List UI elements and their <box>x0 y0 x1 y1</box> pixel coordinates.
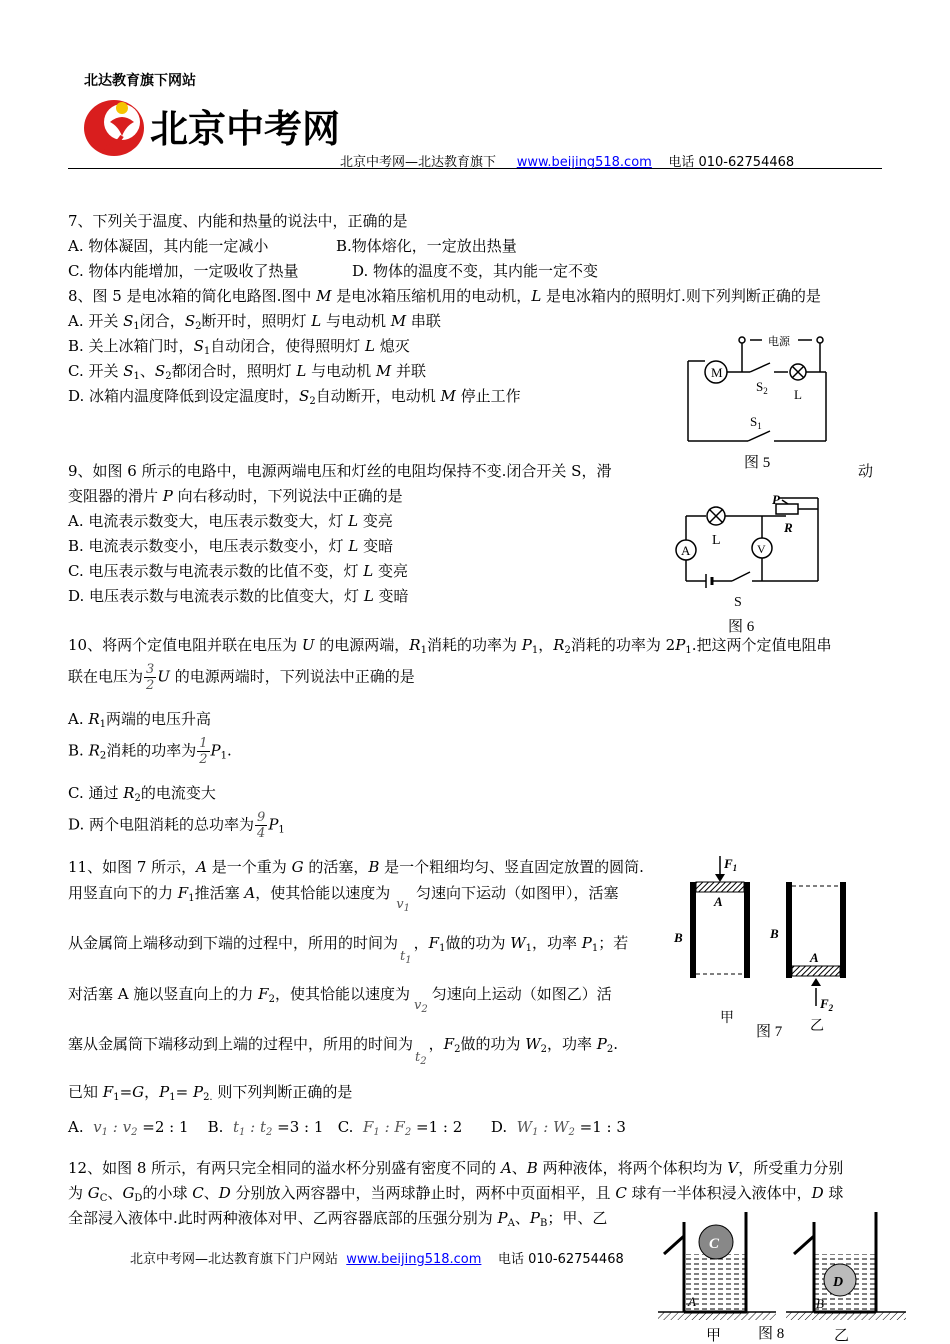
fig7-caption: 图 7 <box>756 1024 783 1040</box>
q9-line2: 变阻器的滑片 P 向右移动时，下列说法中正确的是 <box>68 487 403 505</box>
header-rule <box>68 168 882 169</box>
figure-7-cylinders <box>670 852 860 1040</box>
fig6-slider-label: P <box>772 492 780 507</box>
q12-line3: 全部浸入液体中.此时两种液体对甲、乙两容器底部的压强分别为 $P_A$、$P_B$；甲、乙 <box>68 1209 608 1229</box>
q7-stem: 7、下列关于温度、内能和热量的说法中，正确的是 <box>68 212 408 230</box>
figure-8-overflow-cups <box>654 1202 914 1344</box>
figure-6-circuit <box>672 494 832 636</box>
fig5-lamp-label: L <box>794 387 802 402</box>
q7-option-d: D. 物体的温度不变，其内能一定不变 <box>352 262 599 280</box>
q11-line4: 对活塞 A 施以竖直向上的力 $F_2$，使其恰能以速度为$v_2$匀速向上运动（如图乙）活 <box>68 985 612 1015</box>
footer-phone: 电话 010-62754468 <box>497 1252 624 1267</box>
fig6-rheostat-label: R <box>784 520 793 535</box>
fig7-b-label-right: B <box>770 926 779 941</box>
fig5-motor-label: M <box>711 365 723 380</box>
fraction-1-2: $\frac{1}{2}$ <box>199 736 208 767</box>
fig7-a-label-left: A <box>714 894 723 909</box>
fig6-switch-label: S <box>734 595 742 610</box>
v2-symbol: $v_2$ <box>413 998 428 1015</box>
q11-option-d: D. $W_1$ : $W_2 =1$ : 3 <box>490 1118 626 1138</box>
fig8-ball-d-label: D <box>833 1275 844 1290</box>
fig7-right-caption: 乙 <box>810 1019 824 1034</box>
q8-option-a: A. 开关 $S_1$闭合，$S_2$断开时，照明灯 L 与电动机 M 串联 <box>68 312 441 332</box>
header-subtitle: 北达教育旗下网站 <box>84 73 196 89</box>
fig7-b-label-left: B <box>674 930 683 945</box>
q7-option-b: B.物体熔化，一定放出热量 <box>336 237 517 255</box>
fig7-f2-label: $F_2$ <box>820 996 834 1013</box>
fig6-lamp-label: L <box>712 533 721 548</box>
fig7-left-caption: 甲 <box>720 1011 734 1026</box>
fig5-s2-label: $S_2$ <box>756 379 768 396</box>
q10-option-d: D. 两个电阻消耗的总功率为 $\frac{9}{4}$ $P_1$ <box>68 810 285 841</box>
footer-url-link[interactable]: www.beijing518.com <box>346 1252 482 1267</box>
footer <box>130 1248 624 1267</box>
q9-line1-end: 动 <box>858 462 874 480</box>
figure-5-circuit <box>680 325 840 475</box>
q11-line2: 用竖直向下的力 $F_1$推活塞 A，使其恰能以速度为$v_1$匀速向下运动（如图甲），活塞 <box>68 884 619 914</box>
site-logo <box>82 92 341 160</box>
q11-line5: 塞从金属筒下端移动到上端的过程中，所用的时间为$t_2$，$F_2$做的功为 $W_2$，功率 $P_2$. <box>68 1035 619 1067</box>
q11-options <box>68 1118 626 1138</box>
q7-option-a: A. 物体凝固，其内能一定减小 <box>68 237 269 255</box>
q7-option-c: C. 物体内能增加，一定吸收了热量 <box>68 262 299 280</box>
fig8-liquid-b-label: B <box>816 1296 824 1311</box>
q10-option-c: C. 通过 $R_2$的电流变大 <box>68 784 216 804</box>
fig6-ammeter-label: A <box>681 543 691 558</box>
q8-option-b: B. 关上冰箱门时，$S_1$自动闭合，使得照明灯 L 熄灭 <box>68 337 410 357</box>
v1-symbol: $v_1$ <box>396 897 410 914</box>
header-url-link[interactable]: www.beijing518.com <box>516 155 652 170</box>
q11-line3: 从金属筒上端移动到下端的过程中，所用的时间为$t_1$，$F_1$做的功为 $W_1$，功率 $P_1$；若 <box>68 934 629 966</box>
fraction-9-4: $\frac{9}{4}$ <box>257 810 266 841</box>
q12-line1: 12、如图 8 所示，有两只完全相同的溢水杯分别盛有密度不同的 A、B 两种液体，将两个体积均为 V，所受重力分别 <box>68 1159 844 1177</box>
q11-line6: 已知 $F_1=G$，$P_1= P_{2.}$ 则下列判断正确的是 <box>68 1083 353 1103</box>
fig8-ball-c-label: C <box>709 1236 720 1252</box>
q9-line1: 9、如图 6 所示的电路中，电源两端电压和灯丝的电阻均保持不变.闭合开关 S，滑 <box>68 462 612 480</box>
q9-option-b: B. 电流表示数变小，电压表示数变小，灯 L 变暗 <box>68 537 394 555</box>
q10-line2: 联在电压为 $\frac{3}{2}$ U 的电源两端时，下列说法中正确的是 <box>68 662 415 693</box>
q12-line2: 为 $G_C$、$G_D$的小球 C、D 分别放入两容器中，当两球静止时，两杯中页面相平，且 C 球有一半体积浸入液体中，D 球 <box>68 1184 844 1204</box>
fig7-a-label-right: A <box>810 950 819 965</box>
fig6-voltmeter-label: V <box>757 542 766 556</box>
fraction-3-2: $\frac{3}{2}$ <box>146 662 155 693</box>
fig8-left-caption: 甲 <box>706 1328 722 1344</box>
q10-option-a: A. $R_1$两端的电压升高 <box>68 710 212 730</box>
q8-option-d: D. 冰箱内温度降低到设定温度时，$S_2$自动断开，电动机 M 停止工作 <box>68 387 521 407</box>
fig5-source-label: 电源 <box>768 336 790 348</box>
q11-line1: 11、如图 7 所示，A 是一个重为 G 的活塞，B 是一个粗细均匀、竖直固定放置的圆筒. <box>68 858 644 876</box>
header-phone: 电话 010-62754468 <box>668 155 795 170</box>
q11-option-b: B. $t_1$ : $t_2 =3$ : 1 <box>207 1118 324 1138</box>
q9-option-c: C. 电压表示数与电流表示数的比值不变，灯 L 变亮 <box>68 562 408 580</box>
fig8-caption: 图 8 <box>758 1326 785 1342</box>
t1-symbol: $t_1$ <box>400 949 412 966</box>
q11-option-a: A. $v_1$ : $v_2 =2$ : 1 <box>68 1118 189 1138</box>
q10-line1: 10、将两个定值电阻并联在电压为 U 的电源两端，$R_1$消耗的功率为 $P_1$，$R_2$消耗的功率为 $2P_1$.把这两个定值电阻串 <box>68 636 832 656</box>
q9-option-d: D. 电压表示数与电流表示数的比值变大，灯 L 变暗 <box>68 587 409 605</box>
t2-symbol: $t_2$ <box>415 1050 427 1067</box>
fig8-right-caption: 乙 <box>834 1328 850 1344</box>
footer-text: 北京中考网—北达教育旗下门户网站 <box>130 1252 339 1267</box>
logo-text: 北京中考网 <box>150 107 341 151</box>
q8-option-c: C. 开关 $S_1$、$S_2$都闭合时，照明灯 L 与电动机 M 并联 <box>68 362 427 382</box>
q10-option-b: B. $R_2$消耗的功率为 $\frac{1}{2}$ $P_1$. <box>68 736 232 767</box>
fig5-caption: 图 5 <box>744 455 771 471</box>
q9-option-a: A. 电流表示数变大，电压表示数变大，灯 L 变亮 <box>68 512 393 530</box>
fig7-f1-label: $F_1$ <box>724 856 738 873</box>
fig6-caption: 图 6 <box>728 619 755 635</box>
fig5-s1-label: $S_1$ <box>750 414 762 431</box>
q8-stem: 8、图 5 是电冰箱的简化电路图.图中 M 是电冰箱压缩机用的电动机，L 是电冰箱内的照明灯.则下列判断正确的是 <box>68 287 821 305</box>
fig8-liquid-a-label: A <box>688 1294 696 1309</box>
header-site-info: 北京中考网—北达教育旗下 <box>340 155 497 170</box>
q11-option-c: C. $F_1$ : $F_2 =1$ : 2 <box>337 1118 463 1138</box>
